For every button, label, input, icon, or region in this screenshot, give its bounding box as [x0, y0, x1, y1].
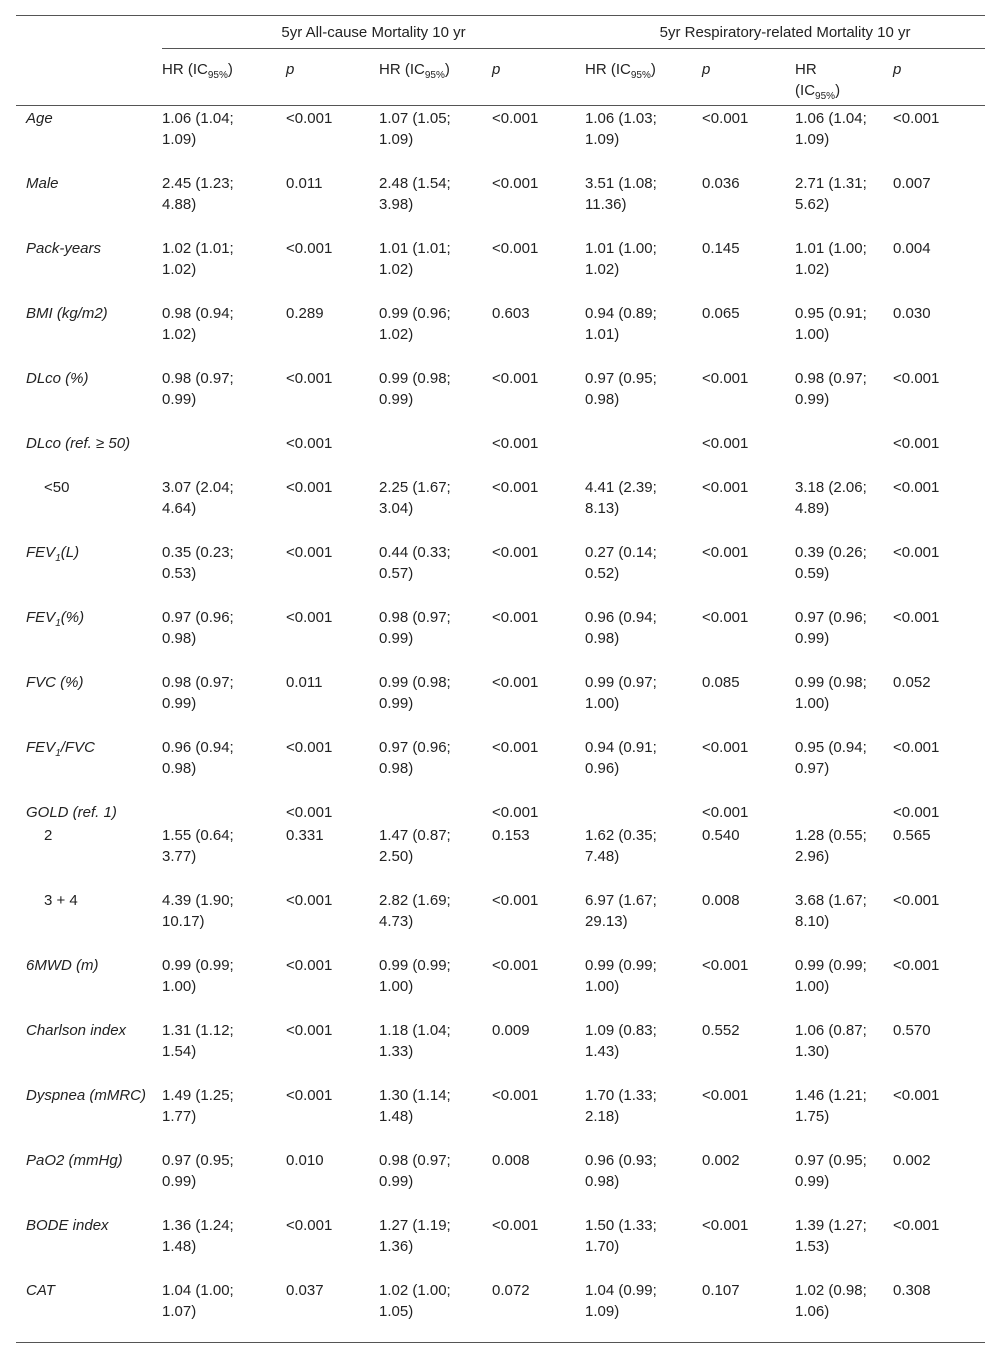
p-value-cell: <0.001 — [702, 1086, 749, 1104]
p-value-cell: 0.603 — [492, 304, 530, 322]
p-value-cell: 0.570 — [893, 1021, 931, 1039]
hr-cell: 2.45 (1.23; 4.88) — [162, 174, 234, 213]
p-value-cell: <0.001 — [492, 239, 539, 257]
p-value-cell: 0.009 — [492, 1021, 530, 1039]
p-value-cell: <0.001 — [286, 1216, 333, 1234]
hr-cell: 1.06 (1.04; 1.09) — [162, 110, 234, 148]
p-value-cell: <0.001 — [893, 956, 940, 974]
hr-cell: 1.01 (1.00; 1.02) — [585, 239, 657, 278]
p-value-cell: 0.065 — [702, 304, 740, 322]
table-row — [16, 888, 985, 953]
p-value-cell: 0.036 — [702, 174, 740, 192]
table-row — [16, 236, 985, 301]
hr-cell: 0.99 (0.99; 1.00) — [379, 956, 451, 995]
hr-cell: 0.95 (0.91; 1.00) — [795, 304, 867, 343]
hr-cell — [795, 800, 893, 823]
hr-cell — [585, 800, 702, 823]
p-value-cell: <0.001 — [492, 369, 539, 387]
table-row — [16, 475, 985, 540]
variable-cell: 2 — [44, 826, 53, 844]
hr-cell: 0.98 (0.97; 0.99) — [162, 369, 234, 408]
table-row — [16, 953, 985, 1018]
hr-cell — [585, 431, 702, 475]
table-row — [16, 431, 985, 475]
table-row — [16, 1018, 985, 1083]
table-row — [16, 1278, 985, 1343]
hr-cell: 1.47 (0.87; 2.50) — [379, 826, 451, 865]
hr-cell: 0.99 (0.99; 1.00) — [795, 956, 867, 995]
p-value-cell: <0.001 — [702, 478, 749, 496]
hr-cell: 0.44 (0.33; 0.57) — [379, 543, 451, 582]
p-value-cell: <0.001 — [893, 608, 940, 626]
p-value-cell: 0.002 — [893, 1151, 931, 1169]
variable-cell: $FEV_1$/FVC — [26, 738, 95, 759]
hr-cell: 0.98 (0.97; 0.99) — [162, 673, 234, 712]
hr-cell: 0.97 (0.96; 0.98) — [379, 738, 451, 777]
hr-cell — [795, 431, 893, 475]
hr-cell: 1.06 (0.87; 1.30) — [795, 1021, 867, 1060]
hr-cell: 3.51 (1.08; 11.36) — [585, 174, 657, 213]
p-value-cell: <0.001 — [286, 738, 333, 756]
hr-cell: 0.98 (0.97; 0.99) — [795, 369, 867, 408]
p-value-cell: 0.552 — [702, 1021, 740, 1039]
hr-cell: 0.96 (0.93; 0.98) — [585, 1151, 657, 1190]
table-row — [16, 106, 985, 171]
variable-cell: DLco (%) — [26, 369, 89, 387]
hr-cell: 0.99 (0.96; 1.02) — [379, 304, 451, 343]
hr-cell: 0.96 (0.94; 0.98) — [585, 608, 657, 647]
header-all-cause: 5yr All-cause Mortality 10 yr — [162, 16, 585, 49]
p-value-cell: <0.001 — [492, 478, 539, 496]
table-row — [16, 171, 985, 236]
p-value-cell: <0.001 — [492, 803, 539, 821]
variable-cell: Charlson index — [26, 1021, 127, 1039]
p-value-cell: 0.052 — [893, 673, 931, 691]
hr-cell: 1.01 (1.00; 1.02) — [795, 239, 867, 278]
p-value-cell: 0.072 — [492, 1278, 585, 1343]
variable-cell: BODE index — [26, 1216, 109, 1234]
p-value-cell: 0.153 — [492, 826, 530, 844]
hr-cell: 1.09 (0.83; 1.43) — [585, 1021, 657, 1060]
hr-cell: 1.39 (1.27; 1.53) — [795, 1216, 867, 1255]
hr-cell — [379, 431, 492, 475]
variable-cell: BMI (kg/m2) — [26, 304, 108, 322]
p-value-cell: <0.001 — [893, 543, 940, 561]
p-value-cell: <0.001 — [893, 1216, 940, 1234]
hr-cell: 0.99 (0.98; 0.99) — [379, 369, 451, 408]
group-header-row — [16, 16, 985, 49]
p-value-cell: <0.001 — [286, 478, 333, 496]
p-value-cell: 0.289 — [286, 304, 324, 322]
hr-cell: 1.70 (1.33; 2.18) — [585, 1086, 657, 1125]
p-value-cell: <0.001 — [286, 543, 333, 561]
hr-cell: 1.28 (0.55; 2.96) — [795, 826, 867, 865]
hr-cell — [162, 800, 286, 823]
p-value-cell: <0.001 — [702, 608, 749, 626]
variable-cell: FVC (%) — [26, 673, 84, 691]
table-row — [16, 670, 985, 735]
p-value-cell: <0.001 — [893, 803, 940, 821]
table-row — [16, 1083, 985, 1148]
variable-cell: GOLD (ref. 1) — [26, 803, 117, 821]
p-value-cell: <0.001 — [893, 434, 940, 452]
p-value-cell: 0.008 — [492, 1151, 530, 1169]
p-value-cell: <0.001 — [702, 543, 749, 561]
table-row — [16, 823, 985, 888]
sub-header-blank — [16, 49, 162, 106]
hr-cell: 0.94 (0.91; 0.96) — [585, 738, 657, 777]
table-row — [16, 540, 985, 605]
p-value-cell: <0.001 — [492, 891, 539, 909]
hr-cell: 1.18 (1.04; 1.33) — [379, 1021, 451, 1060]
variable-cell: CAT — [16, 1278, 162, 1343]
p-value-cell: <0.001 — [702, 1216, 749, 1234]
p-value-cell: <0.001 — [286, 1021, 333, 1039]
hr-cell — [162, 431, 286, 475]
table-row — [16, 1148, 985, 1213]
p-value-cell: <0.001 — [492, 1086, 539, 1104]
hr-cell: 0.99 (0.98; 0.99) — [379, 673, 451, 712]
hr-cell: 0.97 (0.96; 0.99) — [795, 608, 867, 647]
p-header: p — [893, 61, 902, 78]
p-value-cell: 0.008 — [702, 891, 740, 909]
p-value-cell: <0.001 — [492, 673, 539, 691]
p-value-cell: <0.001 — [286, 110, 333, 127]
hazard-ratio-table — [16, 15, 985, 1343]
variable-cell: 6MWD (m) — [26, 956, 99, 974]
hr-cell: 0.98 (0.97; 0.99) — [379, 1151, 451, 1190]
sub-header-row — [16, 49, 985, 106]
hr-cell: 0.98 (0.97; 0.99) — [379, 608, 451, 647]
p-value-cell: 0.037 — [286, 1278, 379, 1343]
p-value-cell: 0.308 — [893, 1278, 985, 1343]
hr-cell: 1.01 (1.01; 1.02) — [379, 239, 451, 278]
hr-cell: 1.04 (0.99; 1.09) — [585, 1278, 702, 1343]
hr-cell: 1.02 (1.01; 1.02) — [162, 239, 234, 278]
hr-cell: 6.97 (1.67; 29.13) — [585, 891, 657, 930]
hr-cell: 0.97 (0.95; 0.99) — [795, 1151, 867, 1190]
p-value-cell: 0.004 — [893, 239, 931, 257]
hr-cell: 0.99 (0.99; 1.00) — [585, 956, 657, 995]
p-value-cell: 0.565 — [893, 826, 931, 844]
p-value-cell: 0.331 — [286, 826, 324, 844]
hr-cell: 3.07 (2.04; 4.64) — [162, 478, 234, 517]
p-value-cell: 0.107 — [702, 1278, 795, 1343]
table-row — [16, 800, 985, 823]
hr-cell: 0.99 (0.98; 1.00) — [795, 673, 867, 712]
hr-cell: 3.18 (2.06; 4.89) — [795, 478, 867, 517]
hr-cell: 0.95 (0.94; 0.97) — [795, 738, 867, 777]
table-row — [16, 301, 985, 366]
hr-cell: 1.36 (1.24; 1.48) — [162, 1216, 234, 1255]
p-value-cell: <0.001 — [702, 434, 749, 452]
table-row — [16, 735, 985, 800]
hr-cell: 0.97 (0.96; 0.98) — [162, 608, 234, 647]
p-value-cell: <0.001 — [286, 803, 333, 821]
p-value-cell: <0.001 — [893, 738, 940, 756]
p-header: p — [702, 61, 711, 78]
hr-cell: 0.94 (0.89; 1.01) — [585, 304, 657, 343]
variable-cell: Age — [26, 110, 53, 127]
p-header: p — [492, 61, 501, 78]
p-value-cell: <0.001 — [893, 369, 940, 387]
table-row — [16, 366, 985, 431]
hr-cell: 1.49 (1.25; 1.77) — [162, 1086, 234, 1125]
hr-cell — [379, 800, 492, 823]
variable-cell: $FEV_1(L)$ — [26, 543, 80, 564]
p-value-cell: 0.011 — [286, 174, 323, 192]
hr-cell: 1.06 (1.03; 1.09) — [585, 110, 657, 148]
p-header: p — [286, 61, 295, 78]
p-value-cell: <0.001 — [492, 110, 539, 127]
variable-cell: Pack-years — [26, 239, 102, 257]
hr-cell: 1.02 (0.98; 1.06) — [795, 1278, 893, 1343]
hr-cell: 0.99 (0.97; 1.00) — [585, 673, 657, 712]
hr-cell: 2.25 (1.67; 3.04) — [379, 478, 451, 517]
table-row — [16, 1213, 985, 1278]
hr-cell: 1.31 (1.12; 1.54) — [162, 1021, 234, 1060]
hr-cell: 2.82 (1.69; 4.73) — [379, 891, 451, 930]
p-value-cell: 0.085 — [702, 673, 740, 691]
hr-cell: 0.35 (0.23; 0.53) — [162, 543, 234, 582]
p-value-cell: <0.001 — [286, 891, 333, 909]
p-value-cell: <0.001 — [702, 956, 749, 974]
hr-cell: 0.97 (0.95; 0.98) — [585, 369, 657, 408]
hr-cell: 0.97 (0.95; 0.99) — [162, 1151, 234, 1190]
hr-cell: 2.71 (1.31; 5.62) — [795, 174, 867, 213]
table-row — [16, 605, 985, 670]
variable-cell: Dyspnea (mMRC) — [26, 1086, 147, 1104]
p-value-cell: <0.001 — [286, 608, 333, 626]
p-value-cell: <0.001 — [286, 1086, 333, 1104]
p-value-cell: <0.001 — [492, 174, 539, 192]
hr-cell: 0.27 (0.14; 0.52) — [585, 543, 657, 582]
p-value-cell: <0.001 — [702, 110, 749, 127]
hr-cell: 1.06 (1.04; 1.09) — [795, 110, 867, 148]
table-body — [16, 106, 985, 1343]
hr-cell: 1.50 (1.33; 1.70) — [585, 1216, 657, 1255]
variable-cell: DLco (ref. ≥ 50) — [26, 434, 131, 452]
variable-cell: 3 + 4 — [44, 891, 78, 909]
p-value-cell: <0.001 — [286, 956, 333, 974]
p-value-cell: <0.001 — [492, 956, 539, 974]
header-blank — [16, 16, 162, 49]
p-value-cell: <0.001 — [702, 803, 749, 821]
variable-cell: $FEV_1(\%)$ — [26, 608, 85, 629]
hr-cell: 1.46 (1.21; 1.75) — [795, 1086, 867, 1125]
p-value-cell: <0.001 — [702, 369, 749, 387]
hr-cell: 0.99 (0.99; 1.00) — [162, 956, 234, 995]
hr-cell: 1.30 (1.14; 1.48) — [379, 1086, 451, 1125]
hr-cell: 1.07 (1.05; 1.09) — [379, 110, 451, 148]
p-value-cell: 0.011 — [286, 673, 323, 691]
p-value-cell: <0.001 — [492, 738, 539, 756]
variable-cell: PaO2 (mmHg) — [26, 1151, 123, 1169]
hr-cell: 0.39 (0.26; 0.59) — [795, 543, 867, 582]
hr-cell: 1.62 (0.35; 7.48) — [585, 826, 657, 865]
hr-cell: 4.41 (2.39; 8.13) — [585, 478, 657, 517]
header-respiratory: 5yr Respiratory-related Mortality 10 yr — [585, 16, 985, 49]
hr-cell: 4.39 (1.90; 10.17) — [162, 891, 234, 930]
p-value-cell: <0.001 — [702, 738, 749, 756]
hr-cell: 1.04 (1.00; 1.07) — [162, 1278, 286, 1343]
p-value-cell: <0.001 — [893, 110, 940, 127]
hr-cell: 1.55 (0.64; 3.77) — [162, 826, 234, 865]
p-value-cell: <0.001 — [893, 891, 940, 909]
hr-cell: 3.68 (1.67; 8.10) — [795, 891, 867, 930]
hr-cell: 0.98 (0.94; 1.02) — [162, 304, 234, 343]
p-value-cell: 0.030 — [893, 304, 931, 322]
hr-cell: 1.27 (1.19; 1.36) — [379, 1216, 451, 1255]
hr-cell: 1.02 (1.00; 1.05) — [379, 1278, 492, 1343]
p-value-cell: <0.001 — [893, 478, 940, 496]
p-value-cell: <0.001 — [492, 543, 539, 561]
hr-cell: 0.96 (0.94; 0.98) — [162, 738, 234, 777]
p-value-cell: <0.001 — [492, 608, 539, 626]
p-value-cell: <0.001 — [286, 369, 333, 387]
p-value-cell: 0.540 — [702, 826, 740, 844]
p-value-cell: 0.010 — [286, 1151, 324, 1169]
p-value-cell: 0.007 — [893, 174, 931, 192]
hr-header: HR $(IC_{95\%})$ — [585, 61, 656, 81]
p-value-cell: <0.001 — [286, 239, 333, 257]
hr-header: HR $(IC_{95\%})$ — [795, 61, 841, 102]
variable-cell: Male — [26, 174, 59, 192]
hr-header: HR $(IC_{95\%})$ — [379, 61, 450, 81]
p-value-cell: <0.001 — [286, 434, 333, 452]
p-value-cell: 0.002 — [702, 1151, 740, 1169]
p-value-cell: <0.001 — [893, 1086, 940, 1104]
hr-header: HR $(IC_{95\%})$ — [162, 61, 233, 81]
p-value-cell: <0.001 — [492, 1216, 539, 1234]
p-value-cell: <0.001 — [492, 434, 539, 452]
variable-cell: <50 — [44, 478, 70, 496]
p-value-cell: 0.145 — [702, 239, 740, 257]
hr-cell: 2.48 (1.54; 3.98) — [379, 174, 451, 213]
